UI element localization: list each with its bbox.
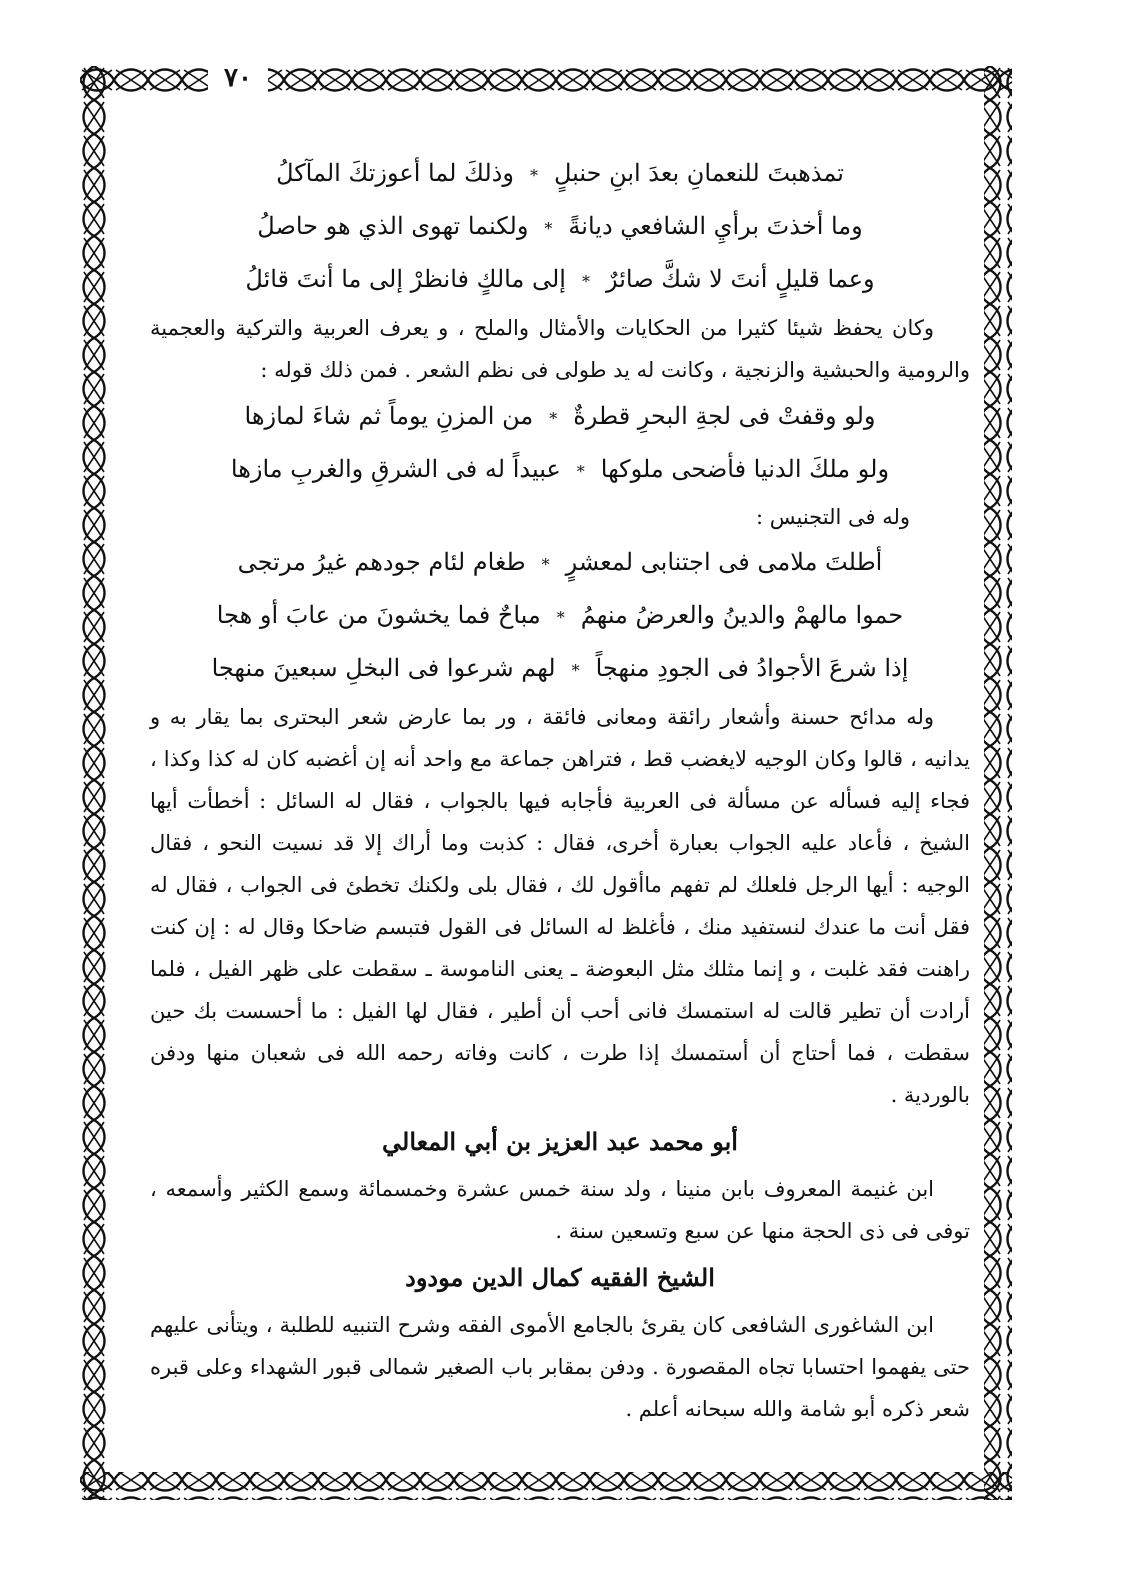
tajnis-intro: وله فى التجنيس : — [755, 505, 910, 529]
paragraph-1: وكان يحفظ شيئا كثيرا من الحكايات والأمثال والملح ، و يعرف العربية والتركية والعجمية والرومية والحبشية والزنجية ، وكانت له يد طولى فى نظم الشعر . فمن ذلك قوله : — [150, 316, 970, 382]
hemistich-second: مباحٌ فما يخشونَ من عابَ أو هجا — [216, 601, 541, 629]
verse-line — [150, 254, 970, 307]
hemistich-second: ولكنما تهوى الذي هو حاصلُ — [257, 212, 529, 240]
paragraph-4: ابن الشاغورى الشافعى كان يقرئ بالجامع الأموى الفقه وشرح التنبيه للطلبة ، ويتأنى عليهم حتى يفهموا احتسابا تجاه المقصورة . ودفن بمقابر باب الصغير شمالى قبور الشهداء وعلى قبره شعر ذكره أبو شامة والله سبحانه أعلم . — [150, 1313, 970, 1421]
verse-separator: * — [544, 219, 553, 238]
section-heading: الشيخ الفقيه كمال الدين مودود — [405, 1263, 715, 1292]
poem-1 — [150, 148, 970, 307]
hemistich-first: حموا مالهمْ والدينُ والعرضُ منهمُ — [580, 601, 904, 629]
hemistich-first: وما أخذتَ برأيِ الشافعي ديانةً — [568, 212, 863, 240]
hemistich-second: إلى مالكٍ فانظرْ إلى ما أنتَ قائلُ — [245, 265, 566, 293]
verse-line — [150, 391, 970, 444]
poem-2 — [150, 391, 970, 497]
hemistich-second: وذلكَ لما أعوزتكَ المآكلُ — [276, 159, 514, 187]
paragraph-3: ابن غنيمة المعروف بابن منينا ، ولد سنة خمس عشرة وخمسمائة وسمع الكثير وأسمعه ، توفى فى ذى الحجة منها عن سبع وتسعين سنة . — [150, 1177, 970, 1243]
hemistich-first: ولو ملكَ الدنيا فأضحى ملوكها — [600, 455, 890, 483]
hemistich-second: من المزنِ يوماً ثم شاءَ لمازها — [244, 402, 534, 430]
verse-separator: * — [529, 166, 538, 185]
verse-line — [150, 444, 970, 497]
hemistich-second: عبيداً له فى الشرقِ والغربِ مازها — [230, 455, 561, 483]
section-heading: أبو محمد عبد العزيز بن أبي المعالي — [382, 1127, 738, 1156]
page-number: ٧٠ — [208, 60, 268, 96]
verse-line — [150, 201, 970, 254]
verse-separator: * — [541, 555, 550, 574]
verse-separator: * — [576, 462, 585, 481]
hemistich-second: لهم شرعوا فى البخلِ سبعينَ منهجا — [211, 654, 556, 682]
verse-line — [150, 537, 970, 590]
hemistich-second: طغام لئام جودهم غيرُ مرتجى — [237, 548, 526, 576]
poem-3 — [150, 537, 970, 696]
hemistich-first: أطلتَ ملامى فى اجتنابى لمعشرٍ — [565, 548, 883, 576]
hemistich-first: إذا شرعَ الأجوادُ فى الجودِ منهجاً — [595, 654, 909, 682]
page-content — [150, 148, 970, 1430]
verse-line — [150, 643, 970, 696]
hemistich-first: تمذهبتَ للنعمانِ بعدَ ابنِ حنبلٍ — [553, 159, 844, 187]
verse-separator: * — [556, 608, 565, 627]
verse-line — [150, 148, 970, 201]
paragraph-2: وله مدائح حسنة وأشعار رائقة ومعانى فائقة ، ور بما عارض شعر البحترى بما يقار به و يدانيه ، قالوا وكان الوجيه لايغضب قط ، فتراهن جماعة مع واحد أنه إن أغضبه كان له كذا وكذا ، فجاء إليه فسأله عن مسألة فى العربية فأجابه فيها بالجواب ، فقال له السائل : أخطأت أيها الشيخ ، فأعاد عليه الجواب بعبارة أخرى، فقال : كذبت وما أراك إلا قد نسيت النحو ، فقال الوجيه : أيها الرجل فلعلك لم تفهم ماأقول لك ، فقال بلى ولكنك تخطئ فى الجواب ، فقال له فقل أنت ما عندك لنستفيد منك ، فأغلظ له السائل فى القول فتبسم ضاحكا وقال له : إن كنت راهنت فقد غلبت ، و إنما مثلك مثل البعوضة ـ يعنى الناموسة ـ سقطت على ظهر الفيل ، فلما أرادت أن تطير قالت له استمسك فانى أحب أن أطير ، فقال لها الفيل : ما أحسست بك حين سقطت ، فما أحتاج أن أستمسك إذا طرت ، كانت وفاته رحمه الله فى شعبان منها ودفن بالوردية . — [150, 705, 970, 1107]
verse-separator: * — [581, 272, 590, 291]
hemistich-first: ولو وقفتْ فى لجةِ البحرِ قطرةٌ — [573, 402, 876, 430]
verse-separator: * — [571, 661, 580, 680]
hemistich-first: وعما قليلٍ أنتَ لا شكَّ صائرٌ — [605, 265, 875, 293]
verse-line — [150, 590, 970, 643]
verse-separator: * — [549, 409, 558, 428]
